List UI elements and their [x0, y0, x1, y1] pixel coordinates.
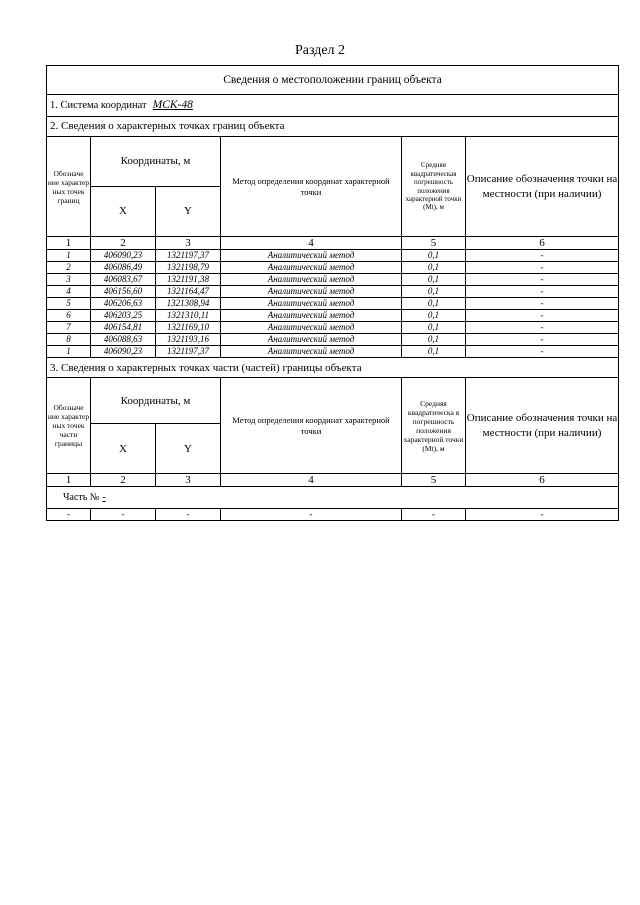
cell-mt: 0,1: [402, 310, 466, 322]
b3-empty-cell: -: [466, 509, 619, 521]
cell-method: Аналитический метод: [221, 286, 402, 298]
table-row: [47, 262, 619, 274]
b2-col-point: Обозначе ние характер ных точек границ: [47, 137, 91, 237]
cell-method: Аналитический метод: [221, 310, 402, 322]
b2-colnum: 3: [156, 237, 221, 250]
table-row: [47, 274, 619, 286]
cell-point: 5: [47, 298, 91, 310]
cell-x: 406203,25: [91, 310, 156, 322]
cell-point: 6: [47, 310, 91, 322]
cell-mt: 0,1: [402, 274, 466, 286]
block2-title: 2. Сведения о характерных точках границ объекта: [47, 117, 619, 137]
cell-y: 1321308,94: [156, 298, 221, 310]
b3-colnum: 4: [221, 474, 402, 487]
cell-y: 1321198,79: [156, 262, 221, 274]
cell-y: 1321197,37: [156, 250, 221, 262]
b3-col-accuracy: Средняя квадратическа я погрешность положения характерной точки (Mt), м: [402, 378, 466, 474]
table-row: [47, 310, 619, 322]
cell-desc: -: [466, 334, 619, 346]
cell-x: 406086,49: [91, 262, 156, 274]
b3-empty-cell: -: [221, 509, 402, 521]
cell-mt: 0,1: [402, 346, 466, 358]
cell-point: 7: [47, 322, 91, 334]
cell-x: 406206,63: [91, 298, 156, 310]
cell-x: 406090,23: [91, 250, 156, 262]
cell-method: Аналитический метод: [221, 298, 402, 310]
cell-desc: -: [466, 310, 619, 322]
cell-x: 406088,63: [91, 334, 156, 346]
b3-col-coords: Координаты, м: [91, 378, 221, 424]
b2-colnum: 1: [47, 237, 91, 250]
b2-colnum: 2: [91, 237, 156, 250]
cell-method: Аналитический метод: [221, 322, 402, 334]
part-value: -: [102, 492, 106, 504]
cell-method: Аналитический метод: [221, 262, 402, 274]
cell-point: 1: [47, 346, 91, 358]
coord-system-value: МСК-48: [152, 99, 193, 112]
cell-desc: -: [466, 346, 619, 358]
cell-desc: -: [466, 322, 619, 334]
cell-y: 1321169,10: [156, 322, 221, 334]
cell-x: 406090,23: [91, 346, 156, 358]
cell-mt: 0,1: [402, 286, 466, 298]
cell-method: Аналитический метод: [221, 334, 402, 346]
cell-y: 1321197,37: [156, 346, 221, 358]
coord-system-label: 1. Система координат: [50, 100, 147, 112]
cell-desc: -: [466, 274, 619, 286]
cell-method: Аналитический метод: [221, 346, 402, 358]
cell-desc: -: [466, 286, 619, 298]
b3-colnum: 6: [466, 474, 619, 487]
block3-title: 3. Сведения о характерных точках части (частей) границы объекта: [47, 358, 619, 378]
b2-col-accuracy: Средняя квадратическая погрешность положения характерной точки (Mt), м: [402, 137, 466, 237]
cell-x: 406154,81: [91, 322, 156, 334]
b3-empty-cell: -: [91, 509, 156, 521]
cell-point: 2: [47, 262, 91, 274]
cell-mt: 0,1: [402, 322, 466, 334]
b2-col-method: Метод определения координат характерной точки: [221, 137, 402, 237]
b2-colnum: 4: [221, 237, 402, 250]
b3-empty-cell: -: [156, 509, 221, 521]
b3-colnum: 3: [156, 474, 221, 487]
b3-empty-cell: -: [402, 509, 466, 521]
table-row: [47, 298, 619, 310]
b3-colnum: 5: [402, 474, 466, 487]
b3-colnum: 2: [91, 474, 156, 487]
cell-y: 1321310,11: [156, 310, 221, 322]
b3-col-method: Метод определения координат характерной точки: [221, 378, 402, 474]
cell-y: 1321191,38: [156, 274, 221, 286]
cell-mt: 0,1: [402, 262, 466, 274]
b2-col-coords: Координаты, м: [91, 137, 221, 187]
b2-colnum: 6: [466, 237, 619, 250]
cell-y: 1321164,47: [156, 286, 221, 298]
table-row: [47, 334, 619, 346]
part-label: Часть №: [63, 492, 100, 504]
table-row: [47, 286, 619, 298]
b2-col-x: X: [91, 187, 156, 237]
b3-col-desc: Описание обозначения точки на местности (при наличии): [466, 378, 619, 474]
table-row: [47, 346, 619, 358]
b2-colnum: 5: [402, 237, 466, 250]
table-header: Сведения о местоположении границ объекта: [47, 66, 619, 95]
b3-col-point: Обозначе ние характер ных точек части границы: [47, 378, 91, 474]
cell-method: Аналитический метод: [221, 250, 402, 262]
b2-col-desc: Описание обозначения точки на местности (при наличии): [466, 137, 619, 237]
boundary-document: [46, 65, 618, 521]
cell-mt: 0,1: [402, 250, 466, 262]
cell-point: 1: [47, 250, 91, 262]
section-title: Раздел 2: [294, 43, 346, 58]
cell-desc: -: [466, 250, 619, 262]
b3-col-y: Y: [156, 424, 221, 474]
b3-empty-cell: -: [47, 509, 91, 521]
cell-point: 3: [47, 274, 91, 286]
cell-desc: -: [466, 298, 619, 310]
cell-desc: -: [466, 262, 619, 274]
cell-point: 8: [47, 334, 91, 346]
b3-col-x: X: [91, 424, 156, 474]
part-row: [47, 487, 619, 509]
table-row: [47, 322, 619, 334]
coord-system-row: [47, 95, 619, 117]
b3-colnum: 1: [47, 474, 91, 487]
cell-x: 406083,67: [91, 274, 156, 286]
cell-point: 4: [47, 286, 91, 298]
cell-y: 1321193,16: [156, 334, 221, 346]
cell-x: 406156,60: [91, 286, 156, 298]
cell-mt: 0,1: [402, 298, 466, 310]
cell-mt: 0,1: [402, 334, 466, 346]
b2-col-y: Y: [156, 187, 221, 237]
boundary-table: [46, 65, 619, 521]
cell-method: Аналитический метод: [221, 274, 402, 286]
table-row: [47, 250, 619, 262]
